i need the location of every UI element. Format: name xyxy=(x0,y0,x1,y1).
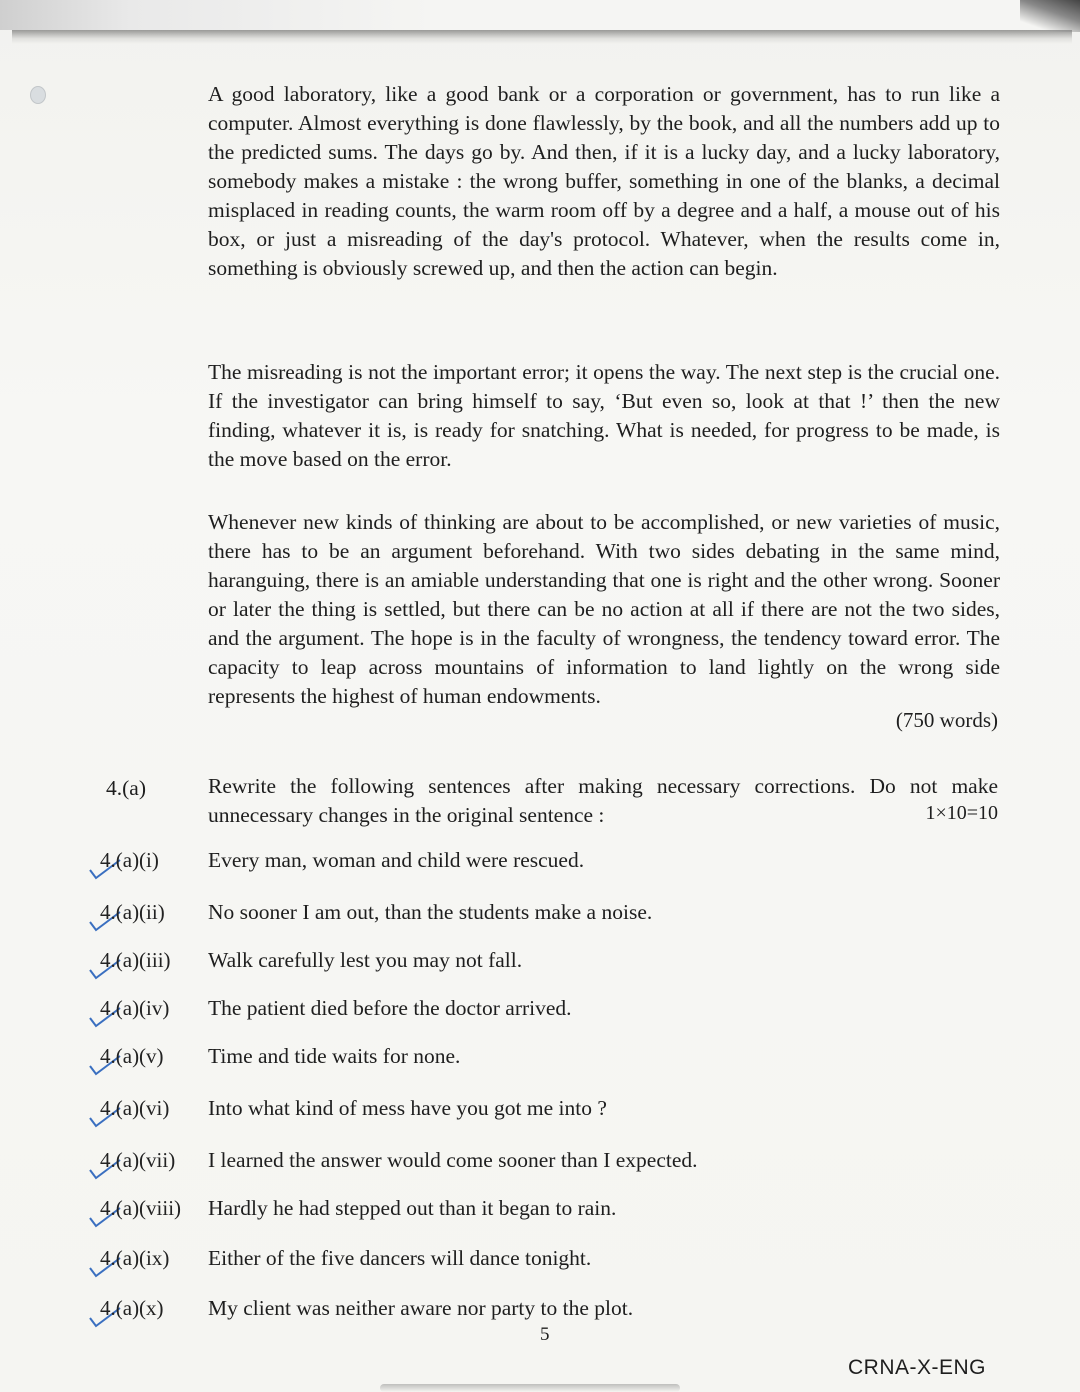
question-item xyxy=(0,900,1080,932)
question-marks: 1×10=10 xyxy=(925,802,998,824)
paper-code: CRNA-X-ENG xyxy=(847,1356,986,1379)
passage-paragraph-1: A good laboratory, like a good bank or a corporation or government, has to run like a computer. Almost everything is done flawlessly, by the book, and all the numbers add up to the predicted sums. The days go by. And then, if it is a lucky day, and a lucky laboratory, somebody makes a mistake : the wrong buffer, something in one of the blanks, a decimal misplaced in reading counts, the warm room off by a degree and a half, a mouse out of his box, or just a misreading of the day's protocol. Whatever, when the results come in, something is obviously screwed up, and then the action can begin. xyxy=(208,82,1000,280)
question-item-label: 4.(a)(iv) xyxy=(100,996,170,1020)
page-fold-shadow xyxy=(12,30,1072,44)
question-item xyxy=(0,1196,1080,1228)
question-item-text: No sooner I am out, than the students make a noise. xyxy=(208,900,653,924)
question-item-label: 4.(a)(vi) xyxy=(100,1096,170,1120)
question-item xyxy=(0,848,1080,880)
question-item xyxy=(0,996,1080,1028)
question-item-label: 4.(a)(vii) xyxy=(100,1148,176,1172)
question-item xyxy=(0,948,1080,980)
question-item xyxy=(0,1044,1080,1076)
question-item-text: Into what kind of mess have you got me into ? xyxy=(208,1096,607,1120)
question-item-text: Time and tide waits for none. xyxy=(208,1044,461,1068)
question-item-text: I learned the answer would come sooner than I expected. xyxy=(208,1148,698,1172)
page-bottom-shadow xyxy=(380,1384,680,1392)
question-item-label: 4.(a)(iii) xyxy=(100,948,171,972)
question-item-text: Walk carefully lest you may not fall. xyxy=(208,948,523,972)
question-item-label: 4.(a)(i) xyxy=(100,848,159,872)
question-item-text: Every man, woman and child were rescued. xyxy=(208,848,585,872)
question-item-label: 4.(a)(ix) xyxy=(100,1246,170,1270)
punch-hole-icon xyxy=(30,86,46,104)
question-item-label: 4.(a)(ii) xyxy=(100,900,165,924)
question-item-text: My client was neither aware nor party to the plot. xyxy=(208,1296,634,1320)
question-item xyxy=(0,1148,1080,1180)
question-item xyxy=(0,1246,1080,1278)
passage-paragraph-2: The misreading is not the important error; it opens the way. The next step is the crucial one. If the investigator can bring himself to say, ‘But even so, look at that !’ then the new finding, whatever it is, is ready for snatching. What is needed, for progress to be made, is the move based on the error. xyxy=(208,360,1000,471)
question-item-label: 4.(a)(x) xyxy=(100,1296,164,1320)
question-instruction: Rewrite the following sentences after making necessary corrections. Do not make unnecessary changes in the original sentence : xyxy=(208,774,998,827)
page-number: 5 xyxy=(540,1324,550,1345)
question-item-text: Hardly he had stepped out than it began to rain. xyxy=(208,1196,617,1220)
question-item-label: 4.(a)(v) xyxy=(100,1044,164,1068)
question-item xyxy=(0,1096,1080,1128)
page-corner-shadow xyxy=(1020,0,1080,32)
question-item-label: 4.(a)(viii) xyxy=(100,1196,182,1220)
question-item-text: The patient died before the doctor arrived. xyxy=(208,996,572,1020)
question-number: 4.(a) xyxy=(106,776,146,800)
page-top-edge xyxy=(0,0,1080,30)
question-item-text: Either of the five dancers will dance tonight. xyxy=(208,1246,592,1270)
word-count: (750 words) xyxy=(895,708,998,732)
passage-paragraph-3: Whenever new kinds of thinking are about to be accomplished, or new varieties of music, there has to be an argument beforehand. With two sides debating in the same mind, haranguing, there is an amiable understanding that one is right and the other wrong. Sooner or later the thing is settled, but there can be no action at all if there are not the two sides, and the argument. The hope is in the faculty of wrongness, the tendency toward error. The capacity to leap across mountains of information to land lightly on the wrong side represents the highest of human endowments. xyxy=(208,510,1000,708)
